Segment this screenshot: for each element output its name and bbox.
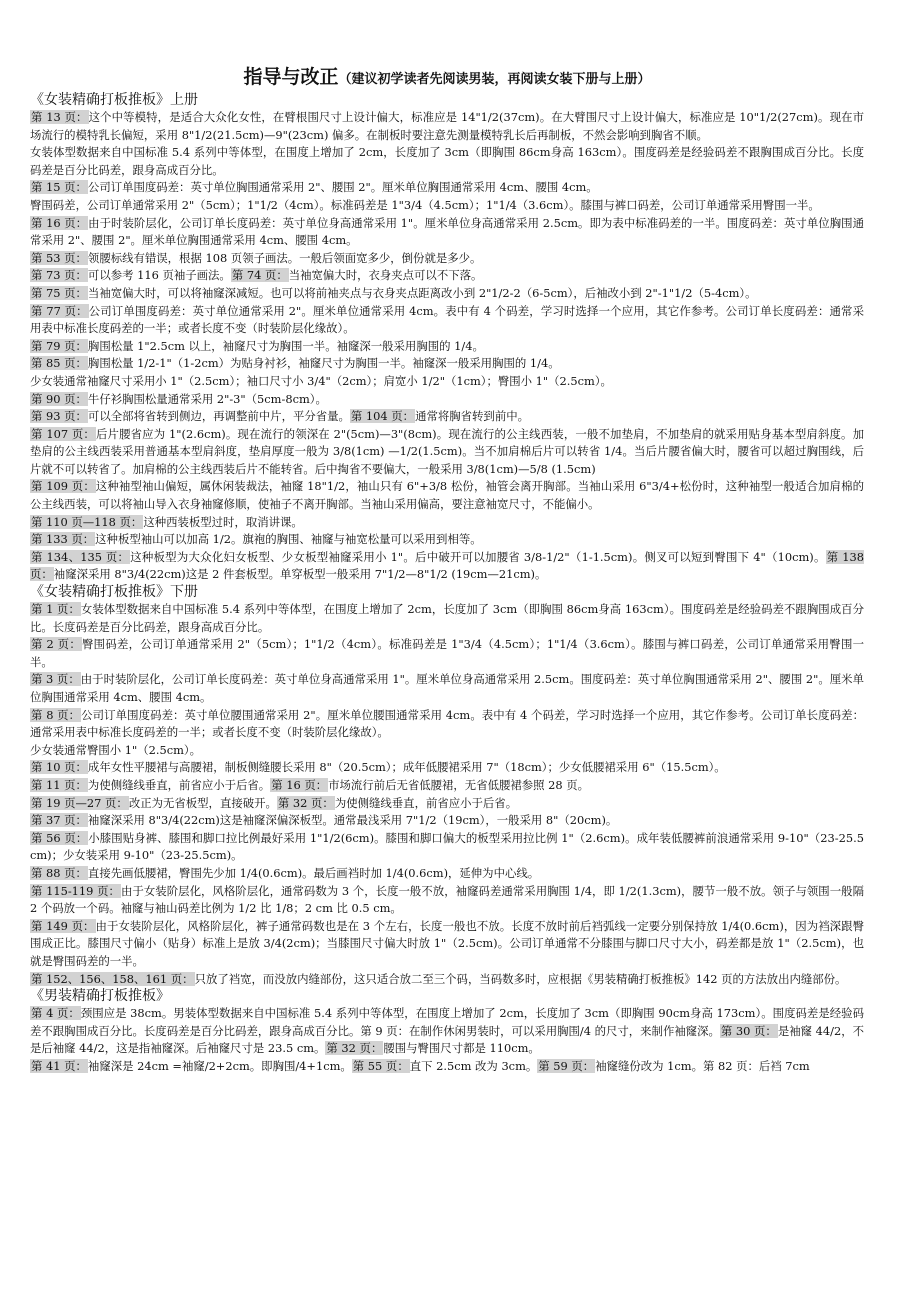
page-ref-label: 第 115-119 页： bbox=[31, 883, 120, 898]
paragraph-text: 袖窿深采用 8"3/4(22cm)这是袖窿深偏深板型。通常最浅采用 7"1/2（19cm），一般采用 8"（20cm)。 bbox=[87, 813, 618, 828]
page-ref-label: 第 90 页： bbox=[31, 391, 87, 406]
paragraph-text: 腰围与臀围尺寸都是 110cm。 bbox=[383, 1041, 540, 1056]
page-ref-label: 第 1 页： bbox=[31, 602, 80, 617]
paragraph bbox=[30, 144, 864, 179]
paragraph bbox=[30, 830, 864, 865]
paragraph-text: 这个中等模特，是适合大众化女性，在臂根围尺寸上设计偏大，标准应是 14"1/2(37cm)。在大臂围尺寸上设计偏大，标准应是 10"1/2(27cm)。现在市场流行的模特乳长偏短，采用 8"1/2(21.5cm)—9"(23cm) 偏多。在制板时要注意先测量模特乳长后再制板，不然会影响到胸省不顺。 bbox=[30, 110, 864, 142]
page-ref-label: 第 55 页： bbox=[352, 1058, 409, 1073]
paragraph bbox=[30, 549, 864, 584]
paragraph bbox=[30, 636, 864, 671]
paragraph-text: 可以参考 116 页袖子画法。 bbox=[87, 268, 231, 283]
page-ref-label: 第 11 页： bbox=[31, 777, 87, 792]
paragraph bbox=[30, 707, 864, 742]
paragraph bbox=[30, 109, 864, 144]
paragraph-text: 公司订单围度码差：英寸单位胸围通常采用 2"、腰围 2"。厘米单位胸围通常采用 4cm、腰围 4cm。 bbox=[87, 180, 598, 195]
paragraph-text: 胸围松量 1/2-1"（1-2cm）为贴身衬衫，袖窿尺寸为胸围一半。袖窿深一般采用胸围的 1/4。 bbox=[87, 356, 560, 371]
page-ref-label: 第 73 页： bbox=[31, 268, 87, 283]
paragraph-text: 直接先画低腰裙，臀围先少加 1/4(0.6cm)。最后画裆时加 1/4(0.6cm)，延伸为中心线。 bbox=[87, 865, 540, 880]
paragraph-text: 袖窿缝份改为 1cm。第 82 页：后裆 7cm bbox=[595, 1058, 810, 1073]
paragraph-text: 公司订单围度码差：英寸单位腰围通常采用 2"。厘米单位腰围通常采用 4cm。表中有 4 个码差，学习时选择一个应用，其它作参考。公司订单长度码差：通常采用表中标准长度码差的一半；或者长度不变（时装阶层化缘故）。 bbox=[30, 707, 864, 740]
page-title-row bbox=[30, 62, 864, 89]
paragraph bbox=[30, 742, 864, 760]
paragraph-text: 成年女性平腰裙与高腰裙，制板侧缝腰长采用 8"（20.5cm）；成年低腰裙采用 7"（18cm）；少女低腰裙采用 6"（15.5cm）。 bbox=[87, 760, 726, 775]
page-ref-label: 第 16 页： bbox=[271, 777, 328, 792]
paragraph bbox=[30, 391, 864, 409]
paragraph-text: 通常将胸省转到前中。 bbox=[415, 409, 529, 424]
paragraph-text: 后片腰省应为 1"(2.6cm)。现在流行的领深在 2"(5cm)—3"(8cm)。现在流行的公主线西装，一般不加垫肩，不加垫肩的就采用贴身基本型肩斜度。加垫肩的公主线西装采用普通基本型肩斜度，垫肩厚度一般为 3/8(1cm) —1/2(1.5cm)。当不加肩棉后片可以转省 1/4。当后片腰省偏大时，腰省可以超过胸围线，后片就不可以转省了。加肩棉的公主线西装后片不能转省。后中掏省不要偏大，一般采用 3/8(1cm)—5/8 (1.5cm) bbox=[30, 426, 864, 476]
paragraph-text: 少女装通常臀围小 1"（2.5cm）。 bbox=[30, 742, 202, 757]
paragraph bbox=[30, 373, 864, 391]
paragraph bbox=[30, 795, 864, 813]
page-ref-label: 第 77 页： bbox=[31, 303, 88, 318]
page-ref-label: 第 32 页： bbox=[326, 1041, 383, 1056]
page-ref-label: 第 10 页： bbox=[31, 760, 87, 775]
page-ref-label: 第 79 页： bbox=[31, 338, 87, 353]
page-ref-label: 第 152、156、158、161 页： bbox=[31, 971, 194, 986]
paragraph bbox=[30, 303, 864, 338]
paragraph-text: 改正为无省板型，直接破开。 bbox=[128, 795, 277, 810]
page-ref-label: 第 53 页： bbox=[31, 250, 87, 265]
paragraph bbox=[30, 197, 864, 215]
section-heading: 《女装精确打板推板》上册 bbox=[30, 92, 198, 108]
page-ref-label: 第 3 页： bbox=[31, 672, 80, 687]
paragraph bbox=[30, 531, 864, 549]
paragraph-text: 由于女装阶层化，风格阶层化，通常码数为 3 个，长度一般不放，袖窿码差通常采用胸围 1/4，即 1/2(1.3cm)，腰节一般不放。领子与领围一般隔 2 个码放一个码。袖窿与袖山码差比例为 1/2 比 1/8；2 cm 比 0.5 cm。 bbox=[30, 883, 864, 916]
paragraph bbox=[30, 215, 864, 250]
paragraph-text: 臀围码差，公司订单通常采用 2"（5cm）；1"1/2（4cm）。标准码差是 1"3/4（4.5cm）；1"1/4（3.6cm）。膝围与裤口码差，公司订单通常采用臀围一半。 bbox=[30, 197, 820, 212]
paragraph bbox=[30, 267, 864, 285]
paragraph bbox=[30, 759, 864, 777]
paragraph bbox=[30, 601, 864, 636]
page-ref-label: 第 13 页： bbox=[31, 110, 88, 124]
paragraph bbox=[30, 1005, 864, 1058]
paragraph-text: 只放了裆宽，而没放内缝部份，这只适合放二至三个码，当码数多时，应根据《男装精确打板推板》142 页的方法放出内缝部份。 bbox=[194, 971, 847, 986]
paragraph bbox=[30, 883, 864, 918]
paragraph-text: 由于时装阶层化，公司订单长度码差：英寸单位身高通常采用 1"。厘米单位身高通常采用 2.5cm。即为表中标准码差的一半。围度码差：英寸单位胸围通常采用 2"、腰围 2"。厘米单位胸围通常采用 4cm、腰围 4cm。 bbox=[30, 215, 864, 248]
paragraph-text: 公司订单围度码差：英寸单位通常采用 2"。厘米单位通常采用 4cm。表中有 4 个码差，学习时选择一个应用，其它作参考。公司订单长度码差：通常采用表中标准长度码差的一半；或者长度不变（时装阶层化缘故）。 bbox=[30, 303, 864, 336]
page-ref-label: 第 15 页： bbox=[31, 180, 87, 195]
page-title: 指导与改正 bbox=[243, 66, 339, 88]
page-ref-label: 第 19 页—27 页： bbox=[31, 795, 128, 810]
page-ref-label: 第 56 页： bbox=[31, 830, 88, 845]
paragraph-text: 由于女装阶层化，风格阶层化，裤子通常码数也是在 3 个左右，长度一般也不放。长度不放时前后裆弧线一定要分别保持放 1/4(0.6cm)，因为裆深跟臀围成正比。膝围尺寸偏小（贴身）标准上是放 3/4(2cm)；当膝围尺寸偏大时放 1"（2.5cm)。公司订单通常不分膝围与脚口尺寸大小，码差都是放 1"（2.5cm)，也就是臀围码差的一半。 bbox=[30, 918, 864, 968]
section-heading: 《女装精确打板推板》下册 bbox=[30, 584, 198, 601]
paragraph bbox=[30, 971, 864, 989]
page-ref-label: 第 110 页—118 页： bbox=[31, 514, 143, 529]
paragraph-text: 是袖窿 44/2，不是后袖窿 44/2，这是指袖窿深。后袖窿尺寸是 23.5 cm。 bbox=[30, 1023, 864, 1056]
paragraph-text: 少女装通常袖窿尺寸采用小 1"（2.5cm）；袖口尺寸小 3/4"（2cm）；肩宽小 1/2"（1cm）；臀围小 1"（2.5cm）。 bbox=[30, 373, 612, 388]
page-ref-label: 第 109 页： bbox=[31, 479, 95, 494]
page-ref-label: 第 88 页： bbox=[31, 865, 87, 880]
paragraph bbox=[30, 812, 864, 830]
paragraph bbox=[30, 179, 864, 197]
page-ref-label: 第 8 页： bbox=[31, 707, 81, 722]
page-subtitle: （建议初学读者先阅读男装，再阅读女装下册与上册） bbox=[338, 72, 651, 87]
paragraph-text: 这种板型袖山可以加高 1/2。旗袍的胸围、袖窿与袖宽松量可以采用到相等。 bbox=[95, 532, 482, 547]
page-ref-label: 第 85 页： bbox=[31, 356, 87, 371]
paragraph-text: 小膝围贴身裤、膝围和脚口拉比例最好采用 1"1/2(6cm)。膝围和脚口偏大的板型采用拉比例 1"（2.6cm)。成年装低腰裤前浪通常采用 9-10"（23-25.5cm)；少女装采用 9-10"（23-25.5cm)。 bbox=[30, 830, 864, 863]
paragraph bbox=[30, 338, 864, 356]
paragraph-text: 直下 2.5cm 改为 3cm。 bbox=[409, 1058, 538, 1073]
paragraph bbox=[30, 426, 864, 479]
page-ref-label: 第 2 页： bbox=[31, 637, 82, 652]
paragraph-text: 颈围应是 38cm。男装体型数据来自中国标准 5.4 系列中等体型，在围度上增加了 2cm，长度加了 3cm（即胸围 90cm身高 173cm）。围度码差是经验码差不跟胸围成百分比。长度码差是百分比码差，跟身高成百分比。第 9 页：在制作休闲男装时，可以采用胸围/4 的尺寸，来制作袖窿深。 bbox=[30, 1006, 864, 1038]
section-heading: 《男装精确打板推板》 bbox=[30, 988, 170, 1005]
paragraph-text: 当袖宽偏大时，可以将袖窿深减短。也可以将前袖夹点与衣身夹点距离改小到 2"1/2-2（6-5cm），后袖改小到 2"-1"1/2（5-4cm）。 bbox=[87, 285, 757, 300]
paragraph bbox=[30, 1058, 864, 1076]
paragraph bbox=[30, 478, 864, 513]
page-ref-label: 第 75 页： bbox=[31, 285, 87, 300]
page-ref-label: 第 16 页： bbox=[31, 215, 88, 230]
page-ref-label: 第 93 页： bbox=[31, 409, 87, 424]
page-ref-label: 第 4 页： bbox=[31, 1006, 80, 1021]
paragraph bbox=[30, 918, 864, 971]
paragraph-text: 市场流行前后无省低腰裙，无省低腰裙参照 28 页。 bbox=[328, 777, 590, 792]
paragraph bbox=[30, 777, 864, 795]
page-ref-label: 第 32 页： bbox=[277, 795, 334, 810]
paragraph-text: 为使侧缝线垂直，前省应小于后省。 bbox=[334, 795, 518, 810]
page-ref-label: 第 41 页： bbox=[31, 1058, 87, 1073]
paragraph bbox=[30, 671, 864, 706]
paragraph-text: 这种袖型袖山偏短，属休闲装裁法，袖窿 18"1/2，袖山只有 6"+3/8 松份，袖管会离开胸部。当袖山采用 6"3/4+松份时，这种袖型一般适合加肩棉的公主线西装，可以将袖山导入衣身袖窿修顺，使袖子不离开胸部。当袖山采用偏高，要注意袖宽尺寸，不能偏小。 bbox=[30, 479, 864, 512]
page-ref-label: 第 138 页： bbox=[30, 549, 864, 582]
page-ref-label: 第 104 页： bbox=[350, 409, 415, 424]
paragraph-text: 袖窿深是 24cm =袖窿/2+2cm。即胸围/4+1cm。 bbox=[87, 1058, 352, 1073]
document-body bbox=[30, 92, 864, 1075]
paragraph-text: 牛仔衫胸围松量通常采用 2"-3"（5cm-8cm）。 bbox=[87, 391, 327, 406]
paragraph bbox=[30, 865, 864, 883]
paragraph bbox=[30, 355, 864, 373]
paragraph-text: 由于时装阶层化，公司订单长度码差：英寸单位身高通常采用 1"。厘米单位身高通常采用 2.5cm。围度码差：英寸单位胸围通常采用 2"、腰围 2"。厘米单位胸围通常采用 4cm、腰围 4cm。 bbox=[30, 672, 864, 704]
paragraph bbox=[30, 514, 864, 532]
paragraph-text: 女装体型数据来自中国标准 5.4 系列中等体型，在围度上增加了 2cm，长度加了 3cm（即胸围 86cm身高 163cm）。围度码差是经验码差不跟胸围成百分比。长度码差是百分比码差，跟身高成百分比。 bbox=[30, 145, 864, 177]
page-ref-label: 第 37 页： bbox=[31, 813, 87, 828]
paragraph-text: 当袖宽偏大时，衣身夹点可以不下落。 bbox=[288, 268, 483, 283]
paragraph-text: 臀围码差，公司订单通常采用 2"（5cm）；1"1/2（4cm）。标准码差是 1"3/4（4.5cm）；1"1/4（3.6cm）。膝围与裤口码差，公司订单通常采用臀围一半。 bbox=[30, 637, 864, 669]
page-ref-label: 第 107 页： bbox=[31, 426, 95, 441]
paragraph-text: 领腰标线有错误，根据 108 页领子画法。一般后领面宽多少，倒份就是多少。 bbox=[87, 250, 482, 265]
page-ref-label: 第 133 页： bbox=[31, 532, 95, 547]
paragraph-text: 袖窿深采用 8"3/4(22cm)这是 2 件套板型。单穿板型一般采用 7"1/2—8"1/2 (19cm—21cm)。 bbox=[53, 567, 547, 582]
page-ref-label: 第 30 页： bbox=[720, 1023, 777, 1038]
paragraph bbox=[30, 250, 864, 268]
paragraph bbox=[30, 285, 864, 303]
paragraph-text: 这种板型为大众化妇女板型、少女板型袖窿采用小 1"。后中破开可以加腰省 3/8-1/2"（1-1.5cm)。侧叉可以短到臀围下 4"（10cm)。 bbox=[130, 549, 826, 564]
page-ref-label: 第 134、135 页： bbox=[31, 549, 130, 564]
page-ref-label: 第 149 页： bbox=[31, 918, 95, 933]
paragraph bbox=[30, 408, 864, 426]
paragraph-text: 女装体型数据来自中国标准 5.4 系列中等体型，在围度上增加了 2cm，长度加了 3cm（即胸围 86cm身高 163cm）。围度码差是经验码差不跟胸围成百分比。长度码差是百分比码差，跟身高成百分比。 bbox=[30, 602, 864, 634]
paragraph-text: 这种西装板型过时，取消讲课。 bbox=[143, 514, 303, 529]
paragraph-text: 为使侧缝线垂直，前省应小于后省。 bbox=[87, 777, 271, 792]
paragraph-text: 胸围松量 1"2.5cm 以上，袖窿尺寸为胸围一半。袖窿深一般采用胸围的 1/4。 bbox=[87, 338, 484, 353]
paragraph-text: 可以全部将省转到侧边，再调整前中片，平分省量。 bbox=[87, 409, 350, 424]
page-ref-label: 第 74 页： bbox=[231, 268, 288, 283]
page-ref-label: 第 59 页： bbox=[538, 1058, 595, 1073]
